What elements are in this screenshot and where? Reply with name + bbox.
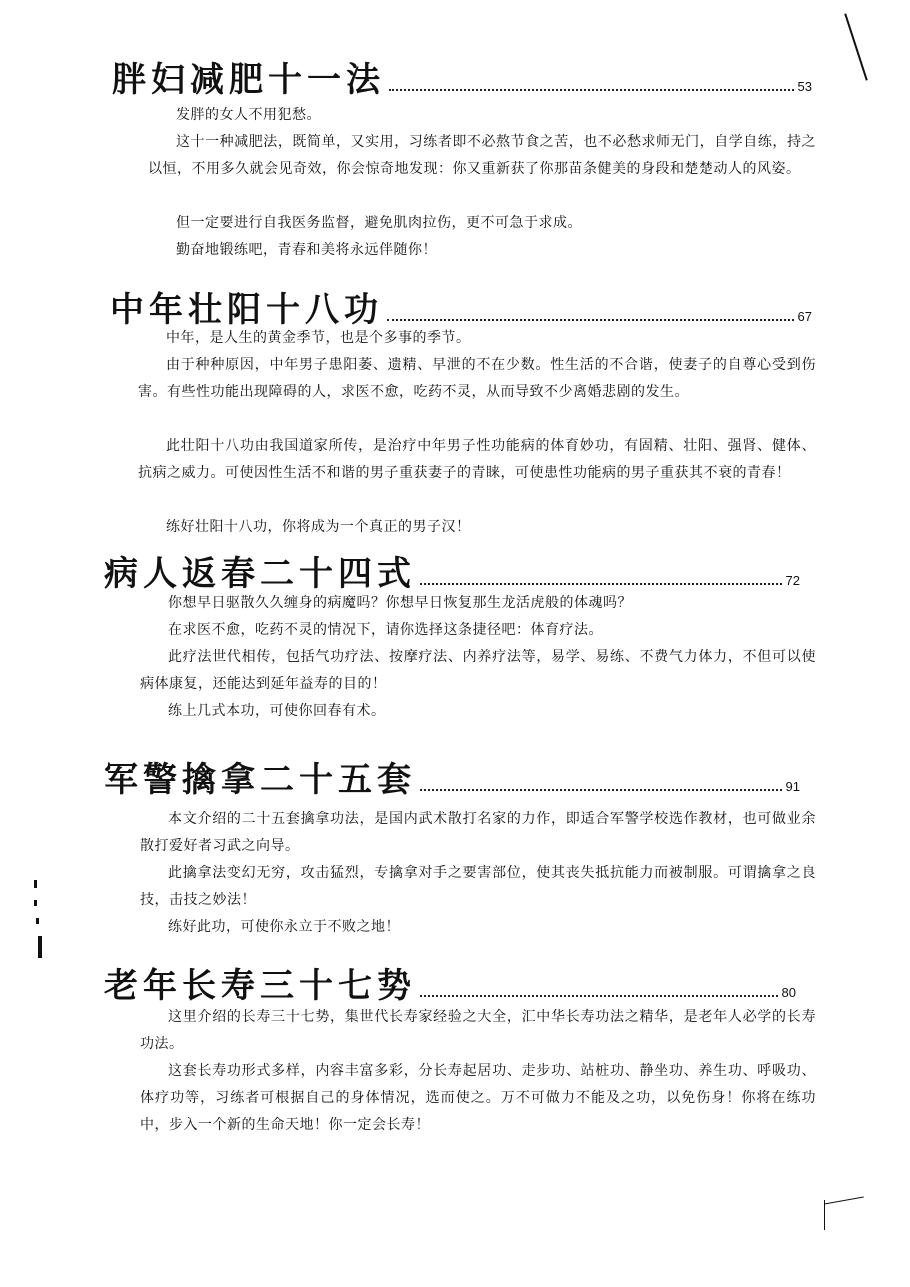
paragraph: 发胖的女人不用犯愁。 — [176, 107, 321, 123]
section-title: 中年壮阳十八功 — [110, 290, 383, 330]
paragraph: 此疗法世代相传，包括气功疗法、按摩疗法、内养疗法等，易学、易练、不费气力体力，不但可以使病体康复，还能达到延年益寿的目的！ — [140, 649, 816, 692]
dot-leader — [389, 89, 794, 91]
section-heading — [110, 282, 812, 331]
section-page-number: 53 — [797, 79, 812, 94]
section-page-number: 67 — [797, 309, 812, 324]
scan-mark — [38, 936, 42, 958]
section-page-number: 91 — [785, 779, 800, 794]
section-heading — [104, 958, 796, 1007]
dot-leader — [420, 789, 782, 791]
paragraph: 但一定要进行自我医务监督，避免肌肉拉伤，更不可急于求成。 — [176, 215, 582, 231]
scan-mark — [844, 13, 868, 80]
section-heading — [104, 546, 800, 595]
scan-mark — [824, 1197, 864, 1205]
scan-mark — [34, 880, 37, 888]
paragraph: 练上几式本功，可使你回春有术。 — [168, 703, 386, 719]
scan-mark — [34, 900, 37, 906]
paragraph: 这套长寿功形式多样，内容丰富多彩，分长寿起居功、走步功、站桩功、静坐功、养生功、呼吸功、体疗功等，习练者可根据自己的身体情况，选而使之。万不可做力不能及之功，以免伤身！你将在练功中，步入一个新的生命天地！你一定会长寿！ — [140, 1063, 816, 1133]
section-page-number: 80 — [781, 985, 796, 1000]
section-title: 病人返春二十四式 — [104, 554, 416, 594]
paragraph: 本文介绍的二十五套擒拿功法，是国内武术散打名家的力作，即适合军警学校选作教材，也可做业余散打爱好者习武之向导。 — [140, 811, 816, 854]
section-page-number: 72 — [785, 573, 800, 588]
paragraph: 中年，是人生的黄金季节，也是个多事的季节。 — [166, 330, 471, 346]
paragraph: 此壮阳十八功由我国道家所传，是治疗中年男子性功能病的体育妙功，有固精、壮阳、强肾、健体、抗病之威力。可使因性生活不和谐的男子重获妻子的青睐，可使患性功能病的男子重获其不衰的青春！ — [138, 438, 816, 481]
scan-mark — [824, 1200, 825, 1230]
section-title: 老年长寿三十七势 — [104, 966, 416, 1006]
paragraph: 由于种种原因，中年男子患阳萎、遗精、早泄的不在少数。性生活的不合谐，使妻子的自尊心受到伤害。有些性功能出现障碍的人，求医不愈，吃药不灵，从而导致不少离婚悲剧的发生。 — [138, 357, 816, 400]
paragraph: 练好壮阳十八功，你将成为一个真正的男子汉！ — [166, 519, 471, 535]
section-title: 军警擒拿二十五套 — [104, 760, 416, 800]
section-heading — [112, 52, 812, 101]
paragraph: 勤奋地锻练吧，青春和美将永远伴随你！ — [176, 242, 437, 258]
paragraph: 这十一种减肥法，既简单，又实用，习练者即不必熬节食之苦，也不必愁求师无门，自学自练，持之以恒，不用多久就会见奇效，你会惊奇地发现：你又重新获了你那苗条健美的身段和楚楚动人的风姿。 — [148, 134, 816, 177]
paragraph: 你想早日驱散久久缠身的病魔吗？你想早日恢复那生龙活虎般的体魂吗？ — [168, 595, 632, 611]
paragraph: 此擒拿法变幻无穷，攻击猛烈，专擒拿对手之要害部位，使其丧失抵抗能力而被制服。可谓擒拿之良技，击技之妙法！ — [140, 865, 816, 908]
dot-leader — [420, 583, 782, 585]
section-title: 胖妇减肥十一法 — [112, 60, 385, 100]
scan-mark — [36, 918, 39, 924]
dot-leader — [420, 995, 778, 997]
paragraph: 这里介绍的长寿三十七势，集世代长寿家经验之大全，汇中华长寿功法之精华，是老年人必学的长寿功法。 — [140, 1009, 816, 1052]
paragraph: 在求医不愈，吃药不灵的情况下，请你选择这条捷径吧：体育疗法。 — [168, 622, 603, 638]
section-heading — [104, 752, 800, 801]
paragraph: 练好此功，可使你永立于不败之地！ — [168, 919, 400, 935]
dot-leader — [387, 319, 794, 321]
